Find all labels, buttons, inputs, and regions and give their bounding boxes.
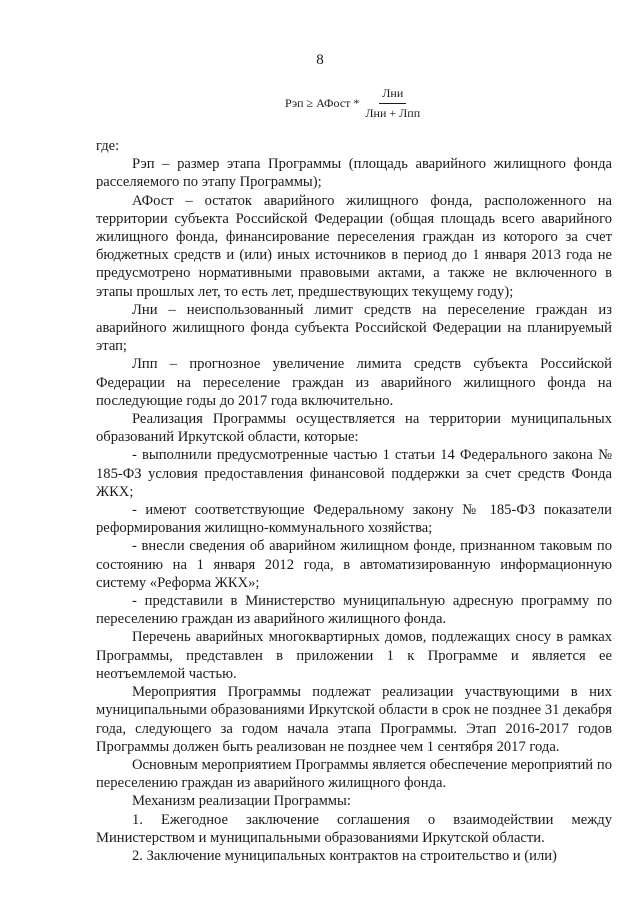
formula-fraction: [362, 86, 423, 121]
paragraph: Реализация Программы осуществляется на территории муниципальных образований Иркутской области, которые:: [96, 411, 612, 446]
page-number: 8: [316, 52, 324, 68]
paragraph: Лни – неиспользованный лимит средств на переселение граждан из аварийного жилищного фонда субъекта Российской Федерации на планируемый этап;: [96, 301, 612, 355]
list-item: - внесли сведения об аварийном жилищном фонде, признанном таковым по состоянию на 1 января 2012 года, в автоматизированную информационную систему «Реформа ЖКХ»;: [96, 538, 612, 591]
formula-denominator: Лни + Лпп: [365, 106, 421, 120]
list-item: - имеют соответствующие Федеральному закону № 185-ФЗ показатели реформирования жилищно-коммунального хозяйства;: [96, 502, 612, 537]
paragraph: 1. Ежегодное заключение соглашения о взаимодействии между Министерством и муниципальными образованиями Иркутской области.: [96, 811, 612, 846]
formula: [285, 86, 423, 121]
list-item: - представили в Министерство муниципальную адресную программу по переселению граждан из аварийного жилищного фонда.: [96, 593, 612, 628]
list-item: - выполнили предусмотренные частью 1 статьи 14 Федерального закона № 185-ФЗ условия предоставления финансовой поддержки за счет средств Фонда ЖКХ;: [96, 447, 612, 500]
paragraph: Механизм реализации Программы:: [132, 793, 351, 810]
paragraph-where: где:: [96, 138, 120, 154]
document-body: [96, 137, 612, 865]
paragraph: Лпп – прогнозное увеличение лимита средств субъекта Российской Федерации на переселение граждан из аварийного жилищного фонда на последующие годы до 2017 года включительно.: [96, 356, 612, 409]
paragraph: Мероприятия Программы подлежат реализации участвующими в них муниципальными образованиями Иркутской области в срок не позднее 31 декабря года, следующего за годом начала этапа Программы. Этап 2016-2017 годов Программы должен быть реализован не позднее чем 1 сентября 2017 года.: [96, 684, 612, 755]
formula-numerator: Лни: [379, 86, 406, 104]
formula-lhs: Рэп ≥ АФост *: [285, 96, 360, 110]
paragraph: Перечень аварийных многоквартирных домов, подлежащих сносу в рамках Программы, представлен в приложении 1 к Программе и является ее неотъемлемой частью.: [96, 629, 612, 682]
paragraph: 2. Заключение муниципальных контрактов на строительство и (или): [132, 847, 557, 864]
paragraph: АФост – остаток аварийного жилищного фонда, расположенного на территории субъекта Российской Федерации (общая площадь всего аварийного жилищного фонда, финансирование переселения граждан из которого за счет бюджетных средств и (или) иных источников в период до 1 января 2013 года не предусмотрено нормативными правовыми актами, а также не включенного в этапы прошлых лет, то есть лет, предшествующих текущему году);: [96, 192, 612, 300]
paragraph: Основным мероприятием Программы является обеспечение мероприятий по переселению граждан из аварийного жилищного фонда.: [96, 756, 612, 792]
paragraph: Рэп – размер этапа Программы (площадь аварийного жилищного фонда расселяемого по этапу Программы);: [96, 156, 612, 191]
